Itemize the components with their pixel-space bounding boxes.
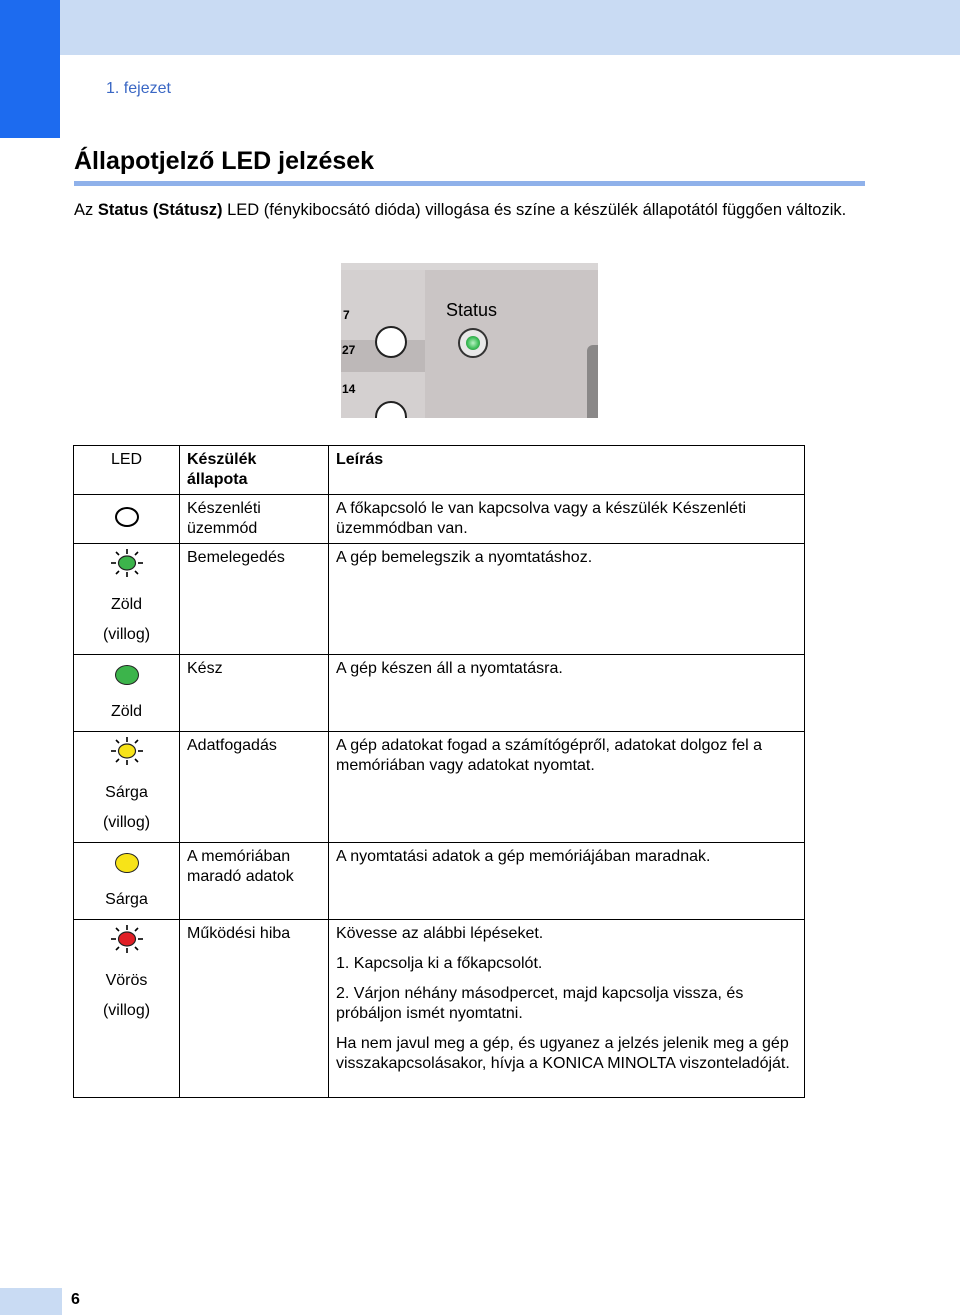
led-color-label: Sárga — [105, 891, 148, 908]
panel-button — [375, 326, 407, 358]
state-cell: A memóriában maradó adatok — [180, 843, 329, 920]
table-header-row — [74, 446, 805, 495]
state-cell: Működési hiba — [180, 920, 329, 1098]
desc-cell: A gép adatokat fogad a számítógépről, adatokat dolgoz fel a memóriában vagy adatokat nyomtat. — [329, 732, 805, 843]
desc-line: Kövesse az alábbi lépéseket. — [336, 925, 544, 942]
led-cell — [74, 732, 180, 843]
header-state: Készülék állapota — [180, 446, 329, 495]
status-led-icon — [458, 328, 488, 358]
intro-rest: LED (fénykibocsátó dióda) villogása és színe a készülék állapotától függően változik. — [222, 201, 847, 219]
panel-side-edge — [587, 345, 598, 418]
led-red-blink-icon — [110, 924, 144, 954]
state-cell: Bemelegedés — [180, 544, 329, 655]
table-row — [74, 732, 805, 843]
table-row — [74, 843, 805, 920]
state-cell: Készenléti üzemmód — [180, 495, 329, 544]
desc-line: Ha nem javul meg a gép, és ugyanez a jelzés jelenik meg a gép visszakapcsolásakor, hívja a KONICA MINOLTA viszonteladóját. — [336, 1035, 790, 1072]
title-rule — [74, 181, 865, 186]
table-row — [74, 495, 805, 544]
control-panel-image — [341, 263, 598, 418]
status-label: Status — [446, 300, 498, 320]
desc-cell: A gép készen áll a nyomtatásra. — [329, 655, 805, 732]
led-off-icon — [115, 507, 139, 527]
table-row — [74, 920, 805, 1098]
desc-line: 2. Várjon néhány másodpercet, majd kapcsolja vissza, és próbáljon ismét nyomtatni. — [336, 985, 744, 1022]
intro-paragraph — [74, 200, 874, 221]
page-number-tab — [0, 1288, 62, 1315]
table-row — [74, 655, 805, 732]
header-desc: Leírás — [329, 446, 805, 495]
header-led: LED — [74, 446, 180, 495]
led-cell — [74, 843, 180, 920]
led-yellow-icon — [115, 853, 139, 873]
chapter-tab — [0, 0, 60, 138]
led-green-blink-icon — [110, 548, 144, 578]
led-color-label: Sárga (villog) — [102, 784, 151, 831]
led-color-label: Vörös (villog) — [102, 972, 151, 1019]
led-cell — [74, 920, 180, 1098]
state-cell: Kész — [180, 655, 329, 732]
desc-line: 1. Kapcsolja ki a főkapcsolót. — [336, 955, 543, 972]
table-row — [74, 544, 805, 655]
led-cell — [74, 495, 180, 544]
led-yellow-blink-icon — [110, 736, 144, 766]
desc-cell: A főkapcsoló le van kapcsolva vagy a készülék Készenléti üzemmódban van. — [329, 495, 805, 544]
led-cell — [74, 655, 180, 732]
desc-cell: A gép bemelegszik a nyomtatáshoz. — [329, 544, 805, 655]
state-cell: Adatfogadás — [180, 732, 329, 843]
desc-cell: A nyomtatási adatok a gép memóriájában maradnak. — [329, 843, 805, 920]
page-number: 6 — [71, 1291, 80, 1308]
panel-number: 27 — [342, 343, 356, 357]
desc-cell — [329, 920, 805, 1098]
intro-prefix: Az — [74, 201, 98, 219]
section-title: Állapotjelző LED jelzések — [74, 147, 375, 175]
led-table — [73, 445, 805, 1098]
panel-number: 14 — [342, 382, 356, 396]
led-color-label: Zöld — [110, 703, 143, 720]
led-cell — [74, 544, 180, 655]
chapter-label: 1. fejezet — [106, 80, 171, 97]
panel-number: 7 — [343, 308, 350, 322]
header-band — [0, 0, 960, 55]
led-color-label: Zöld (villog) — [102, 596, 151, 643]
led-green-icon — [115, 665, 139, 685]
panel-top-strip — [341, 263, 598, 270]
intro-bold: Status (Státusz) — [97, 201, 223, 219]
